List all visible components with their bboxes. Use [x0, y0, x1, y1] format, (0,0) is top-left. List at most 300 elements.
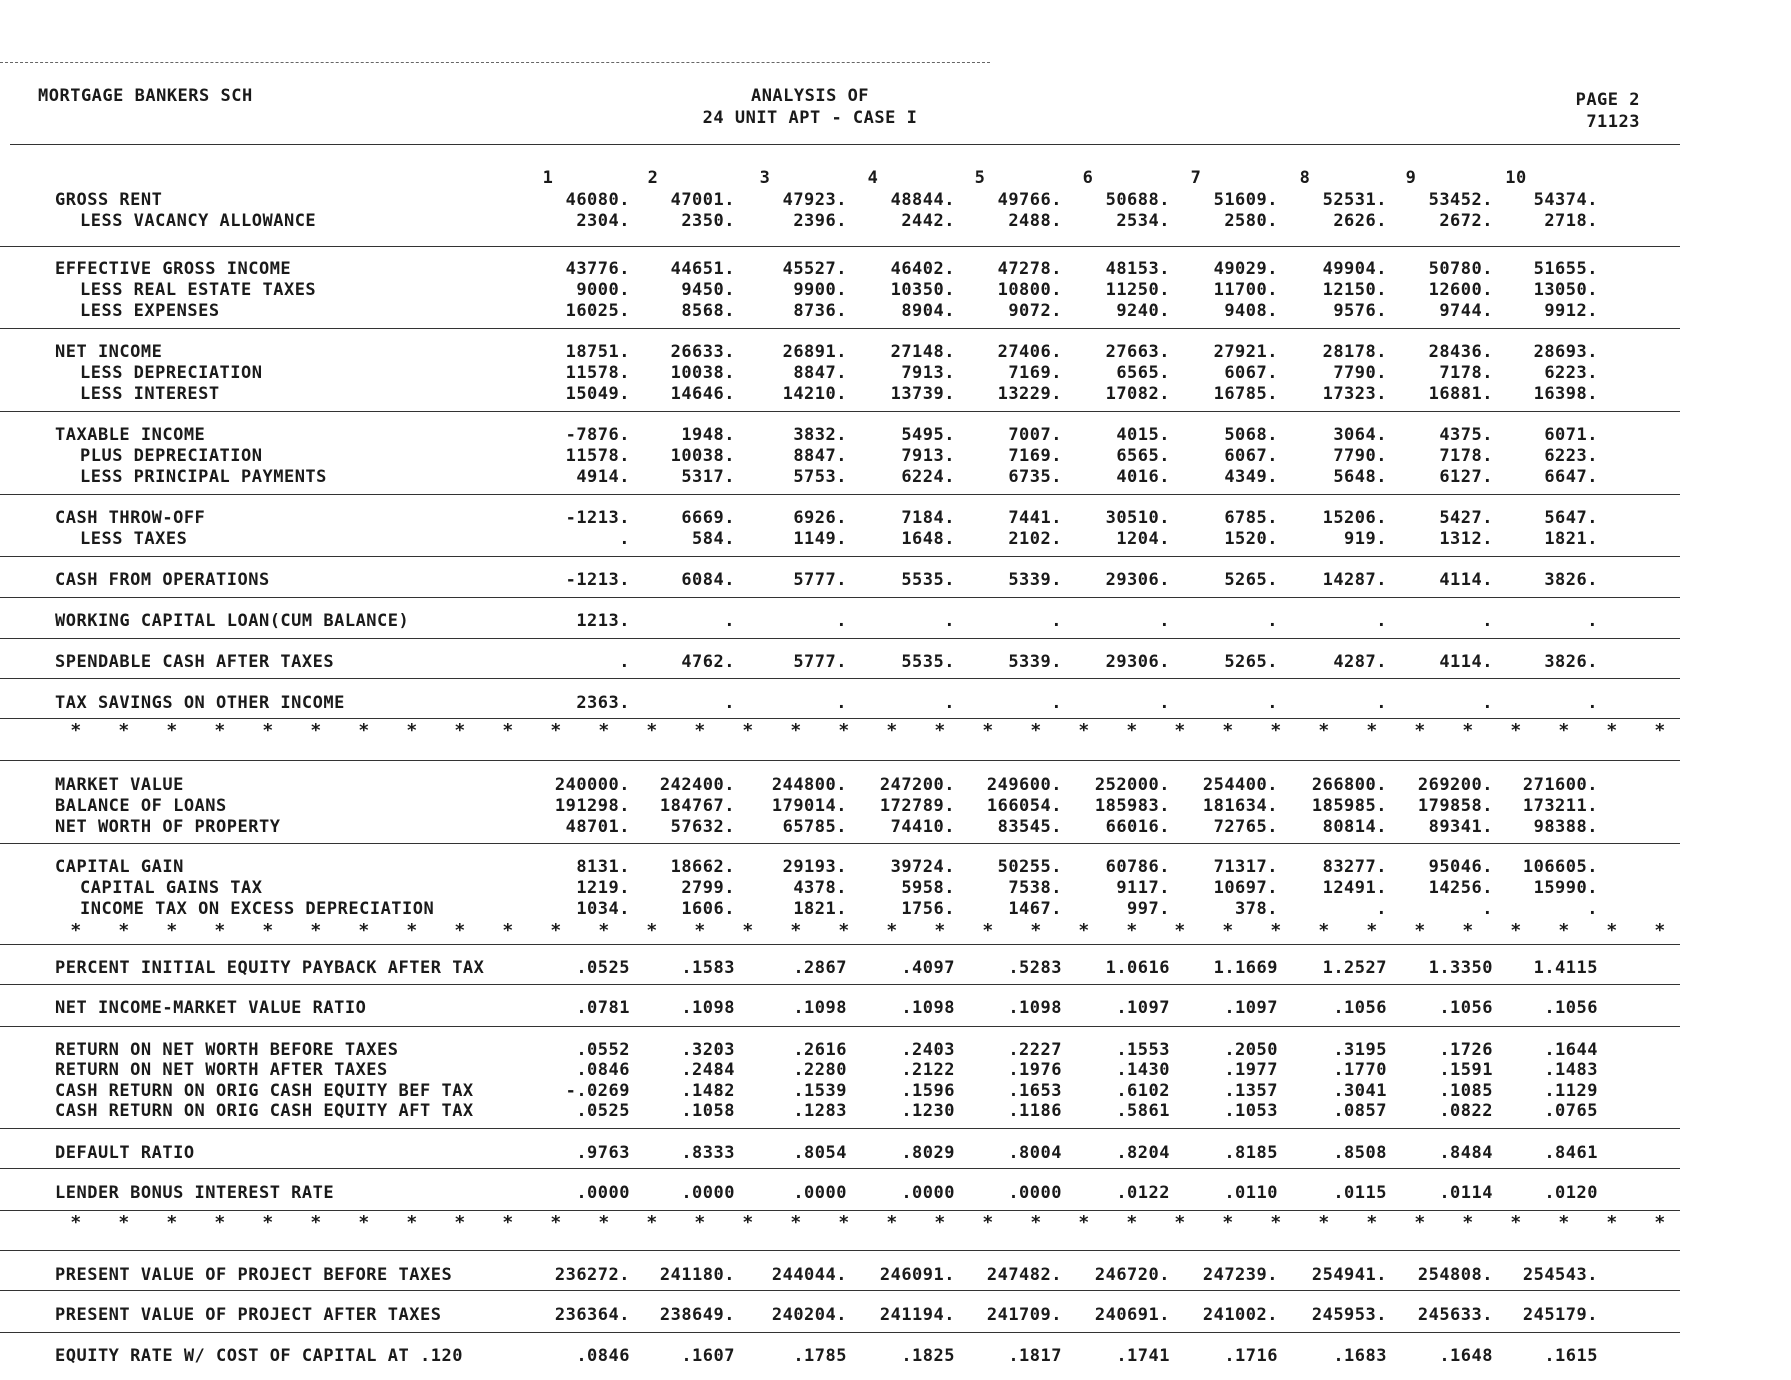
cell-value: .1683 [1333, 1346, 1387, 1366]
cell-value: 9000. [576, 280, 630, 300]
cell-value: 1.2527 [1322, 958, 1387, 978]
cell-value: 11578. [565, 446, 630, 466]
cell-value: 1034. [576, 899, 630, 919]
row-label: LESS PRINCIPAL PAYMENTS [80, 467, 327, 487]
cell-value: 4349. [1224, 467, 1278, 487]
separator-star: * [358, 920, 370, 941]
cell-value: 16398. [1533, 384, 1598, 404]
cell-value: 1213. [576, 611, 630, 631]
row-label: CAPITAL GAINS TAX [80, 878, 263, 898]
cell-value: 247239. [1202, 1265, 1278, 1285]
cell-value: 6669. [681, 508, 735, 528]
cell-value: 245633. [1417, 1305, 1493, 1325]
cell-value: 27921. [1213, 342, 1278, 362]
cell-value: 16025. [565, 301, 630, 321]
row-label: GROSS RENT [55, 190, 163, 210]
cell-value: 89341. [1428, 817, 1493, 837]
cell-value: .3195 [1333, 1040, 1387, 1060]
cell-value: 241002. [1202, 1305, 1278, 1325]
separator-star: * [358, 1212, 370, 1233]
cell-value: 245953. [1311, 1305, 1387, 1325]
separator-star: * [982, 720, 994, 741]
cell-value: .8204 [1116, 1143, 1170, 1163]
separator-star: * [1606, 920, 1618, 941]
cell-value: . [1587, 693, 1598, 713]
row-label: DEFAULT RATIO [55, 1143, 195, 1163]
cell-value: .2867 [793, 958, 847, 978]
cell-value: 1.4115 [1533, 958, 1598, 978]
cell-value: 9408. [1224, 301, 1278, 321]
cell-value: 7790. [1333, 363, 1387, 383]
row-label: NET INCOME [55, 342, 163, 362]
cell-value: 7790. [1333, 446, 1387, 466]
cell-value: . [1267, 611, 1278, 631]
cell-value: 5535. [901, 652, 955, 672]
separator-star: * [1318, 1212, 1330, 1233]
column-header-8: 8 [1299, 168, 1311, 188]
cell-value: .0525 [576, 958, 630, 978]
section-rule [0, 1332, 1680, 1333]
cell-value: 12150. [1322, 280, 1387, 300]
separator-star: * [1174, 1212, 1186, 1233]
column-header-2: 2 [647, 168, 659, 188]
cell-value: .1825 [901, 1346, 955, 1366]
cell-value: 4762. [681, 652, 735, 672]
cell-value: 6735. [1008, 467, 1062, 487]
cell-value: 7178. [1439, 446, 1493, 466]
cell-value: 18662. [670, 857, 735, 877]
separator-star: * [310, 720, 322, 741]
row-label: NET WORTH OF PROPERTY [55, 817, 281, 837]
separator-star: * [166, 1212, 178, 1233]
separator-star: * [1654, 1212, 1666, 1233]
separator-star: * [1126, 920, 1138, 941]
separator-star: * [1558, 1212, 1570, 1233]
cell-value: 9744. [1439, 301, 1493, 321]
cell-value: 9072. [1008, 301, 1062, 321]
cell-value: 173211. [1522, 796, 1598, 816]
cell-value: 1.0616 [1105, 958, 1170, 978]
row-label: SPENDABLE CASH AFTER TAXES [55, 652, 335, 672]
cell-value: 9117. [1116, 878, 1170, 898]
cell-value: 29306. [1105, 570, 1170, 590]
separator-star: * [694, 920, 706, 941]
cell-value: 44651. [670, 259, 735, 279]
cell-value: 29193. [782, 857, 847, 877]
cell-value: 179014. [771, 796, 847, 816]
cell-value: . [724, 693, 735, 713]
cell-value: 53452. [1428, 190, 1493, 210]
cell-value: .0000 [901, 1183, 955, 1203]
cell-value: 179858. [1417, 796, 1493, 816]
cell-value: 48844. [890, 190, 955, 210]
cell-value: -7876. [565, 425, 630, 445]
cell-value: 4114. [1439, 652, 1493, 672]
row-label: RETURN ON NET WORTH AFTER TAXES [55, 1060, 388, 1080]
separator-star: * [1318, 720, 1330, 741]
separator-star: * [454, 920, 466, 941]
section-rule [0, 246, 1680, 247]
cell-value: .8185 [1224, 1143, 1278, 1163]
row-label: INCOME TAX ON EXCESS DEPRECIATION [80, 899, 435, 919]
cell-value: 1821. [793, 899, 847, 919]
cell-value: .0552 [576, 1040, 630, 1060]
separator-star: * [1270, 720, 1282, 741]
separator-star: * [1558, 920, 1570, 941]
cell-value: . [1051, 693, 1062, 713]
cell-value: 919. [1344, 529, 1387, 549]
cell-value: 7913. [901, 363, 955, 383]
cell-value: 4914. [576, 467, 630, 487]
separator-star: * [214, 1212, 226, 1233]
separator-star: * [262, 1212, 274, 1233]
cell-value: .1483 [1544, 1060, 1598, 1080]
separator-star: * [1030, 720, 1042, 741]
cell-value: 266800. [1311, 775, 1387, 795]
cell-value: 52531. [1322, 190, 1387, 210]
cell-value: . [1482, 693, 1493, 713]
separator-star: * [1222, 720, 1234, 741]
cell-value: 8847. [793, 363, 847, 383]
cell-value: 236272. [554, 1265, 630, 1285]
cell-value: 80814. [1322, 817, 1387, 837]
separator-star: * [1078, 720, 1090, 741]
cell-value: .1726 [1439, 1040, 1493, 1060]
cell-value: 15990. [1533, 878, 1598, 898]
cell-value: .8484 [1439, 1143, 1493, 1163]
separator-star: * [1606, 1212, 1618, 1233]
separator-star: * [790, 720, 802, 741]
cell-value: .2280 [793, 1060, 847, 1080]
separator-star: * [406, 920, 418, 941]
cell-value: 236364. [554, 1305, 630, 1325]
separator-star: * [118, 920, 130, 941]
row-label: LESS INTEREST [80, 384, 220, 404]
cell-value: . [1051, 611, 1062, 631]
separator-star: * [1270, 1212, 1282, 1233]
cell-value: .0846 [576, 1060, 630, 1080]
cell-value: 5958. [901, 878, 955, 898]
separator-star: * [1030, 920, 1042, 941]
cell-value: 1648. [901, 529, 955, 549]
cell-value: .1053 [1224, 1101, 1278, 1121]
header-rule [10, 144, 1680, 145]
cell-value: 49029. [1213, 259, 1278, 279]
cell-value: 5535. [901, 570, 955, 590]
cell-value: 11250. [1105, 280, 1170, 300]
cell-value: 1948. [681, 425, 735, 445]
row-label: PRESENT VALUE OF PROJECT AFTER TAXES [55, 1305, 442, 1325]
cell-value: 254941. [1311, 1265, 1387, 1285]
separator-star: * [1078, 920, 1090, 941]
cell-value: 51609. [1213, 190, 1278, 210]
cell-value: -1213. [565, 508, 630, 528]
column-header-5: 5 [974, 168, 986, 188]
cell-value: 46402. [890, 259, 955, 279]
cell-value: .1648 [1439, 1346, 1493, 1366]
separator-star: * [1126, 720, 1138, 741]
cell-value: 11700. [1213, 280, 1278, 300]
cell-value: 181634. [1202, 796, 1278, 816]
row-label: PLUS DEPRECIATION [80, 446, 263, 466]
cell-value: 57632. [670, 817, 735, 837]
cell-value: 584. [692, 529, 735, 549]
cell-value: 14287. [1322, 570, 1387, 590]
separator-star: * [598, 720, 610, 741]
cell-value: 1.3350 [1428, 958, 1493, 978]
cell-value: .2484 [681, 1060, 735, 1080]
cell-value: . [836, 611, 847, 631]
separator-star: * [214, 720, 226, 741]
cell-value: 3826. [1544, 652, 1598, 672]
cell-value: 48153. [1105, 259, 1170, 279]
cell-value: 5753. [793, 467, 847, 487]
section-rule [0, 1168, 1680, 1169]
cell-value: 10038. [670, 363, 735, 383]
separator-star: * [934, 1212, 946, 1233]
cell-value: 11578. [565, 363, 630, 383]
column-header-10: 10 [1505, 168, 1527, 188]
cell-value: 244044. [771, 1265, 847, 1285]
cell-value: 26633. [670, 342, 735, 362]
cell-value: 5339. [1008, 652, 1062, 672]
cell-value: 5427. [1439, 508, 1493, 528]
row-label: LESS DEPRECIATION [80, 363, 263, 383]
section-rule [0, 638, 1680, 639]
cell-value: 7178. [1439, 363, 1493, 383]
separator-star: * [838, 720, 850, 741]
cell-value: .1056 [1333, 998, 1387, 1018]
cell-value: 95046. [1428, 857, 1493, 877]
cell-value: 51655. [1533, 259, 1598, 279]
separator-star: * [454, 720, 466, 741]
cell-value: .1644 [1544, 1040, 1598, 1060]
cell-value: .1653 [1008, 1081, 1062, 1101]
cell-value: 28693. [1533, 342, 1598, 362]
cell-value: .1098 [793, 998, 847, 1018]
separator-star: * [454, 1212, 466, 1233]
cell-value: .1097 [1224, 998, 1278, 1018]
cell-value: .0000 [793, 1183, 847, 1203]
cell-value: .2122 [901, 1060, 955, 1080]
row-label: EFFECTIVE GROSS INCOME [55, 259, 292, 279]
cell-value: 13229. [997, 384, 1062, 404]
cell-value: 7169. [1008, 446, 1062, 466]
cell-value: .2227 [1008, 1040, 1062, 1060]
cell-value: .1770 [1333, 1060, 1387, 1080]
cell-value: 9912. [1544, 301, 1598, 321]
cell-value: .2616 [793, 1040, 847, 1060]
cell-value: 13739. [890, 384, 955, 404]
cell-value: 2718. [1544, 211, 1598, 231]
cell-value: 45527. [782, 259, 847, 279]
row-label: CASH RETURN ON ORIG CASH EQUITY BEF TAX [55, 1081, 474, 1101]
cell-value: 6127. [1439, 467, 1493, 487]
cell-value: 2580. [1224, 211, 1278, 231]
cell-value: 6223. [1544, 363, 1598, 383]
separator-star: * [1366, 720, 1378, 741]
cell-value: .1785 [793, 1346, 847, 1366]
separator-star: * [886, 920, 898, 941]
separator-star: * [550, 920, 562, 941]
cell-value: 241180. [659, 1265, 735, 1285]
cell-value: 5777. [793, 570, 847, 590]
cell-value: 1756. [901, 899, 955, 919]
cell-value: 14646. [670, 384, 735, 404]
separator-star: * [1366, 1212, 1378, 1233]
separator-star: * [1174, 920, 1186, 941]
separator-star: * [694, 1212, 706, 1233]
separator-star: * [1414, 720, 1426, 741]
cell-value: 7184. [901, 508, 955, 528]
separator-star: * [502, 1212, 514, 1233]
column-header-9: 9 [1405, 168, 1417, 188]
cell-value: 6071. [1544, 425, 1598, 445]
separator-star: * [70, 720, 82, 741]
cell-value: .0115 [1333, 1183, 1387, 1203]
separator-star: * [646, 1212, 658, 1233]
cell-value: .1098 [901, 998, 955, 1018]
cell-value: .1357 [1224, 1081, 1278, 1101]
cell-value: 244800. [771, 775, 847, 795]
row-label: CASH FROM OPERATIONS [55, 570, 270, 590]
cell-value: .3041 [1333, 1081, 1387, 1101]
separator-star: * [790, 920, 802, 941]
cell-value: 27406. [997, 342, 1062, 362]
cell-value: 7007. [1008, 425, 1062, 445]
row-label: RETURN ON NET WORTH BEFORE TAXES [55, 1040, 399, 1060]
section-rule [0, 944, 1680, 945]
cell-value: .1976 [1008, 1060, 1062, 1080]
row-label: TAX SAVINGS ON OTHER INCOME [55, 693, 345, 713]
separator-star: * [790, 1212, 802, 1233]
cell-value: 240000. [554, 775, 630, 795]
separator-star: * [406, 1212, 418, 1233]
cell-value: .1058 [681, 1101, 735, 1121]
cell-value: .0525 [576, 1101, 630, 1121]
cell-value: 14256. [1428, 878, 1493, 898]
separator-star: * [502, 720, 514, 741]
cell-value: 83545. [997, 817, 1062, 837]
cell-value: 12491. [1322, 878, 1387, 898]
cell-value: 271600. [1522, 775, 1598, 795]
separator-star: * [934, 720, 946, 741]
separator-star: * [838, 1212, 850, 1233]
cell-value: 27148. [890, 342, 955, 362]
separator-star: * [502, 920, 514, 941]
cell-value: 7538. [1008, 878, 1062, 898]
cell-value: 2534. [1116, 211, 1170, 231]
cell-value: 7913. [901, 446, 955, 466]
cell-value: 6565. [1116, 446, 1170, 466]
separator-star: * [310, 920, 322, 941]
cell-value: 17323. [1322, 384, 1387, 404]
cell-value: 1219. [576, 878, 630, 898]
cell-value: 185983. [1094, 796, 1170, 816]
cell-value: .1186 [1008, 1101, 1062, 1121]
cell-value: 166054. [986, 796, 1062, 816]
cell-value: .1430 [1116, 1060, 1170, 1080]
cell-value: 3832. [793, 425, 847, 445]
cell-value: .2403 [901, 1040, 955, 1060]
cell-value: 5495. [901, 425, 955, 445]
cell-value: 5317. [681, 467, 735, 487]
cell-value: 2442. [901, 211, 955, 231]
separator-star: * [598, 1212, 610, 1233]
cell-value: 2350. [681, 211, 735, 231]
separator-star: * [982, 920, 994, 941]
cell-value: 242400. [659, 775, 735, 795]
cell-value: 50780. [1428, 259, 1493, 279]
separator-star: * [214, 920, 226, 941]
cell-value: 5339. [1008, 570, 1062, 590]
cell-value: 14210. [782, 384, 847, 404]
cell-value: . [1376, 693, 1387, 713]
cell-value: 184767. [659, 796, 735, 816]
report-subtitle: 24 UNIT APT - CASE I [702, 108, 918, 128]
separator-star: * [1030, 1212, 1042, 1233]
cell-value: 1520. [1224, 529, 1278, 549]
cell-value: 6224. [901, 467, 955, 487]
cell-value: .0114 [1439, 1183, 1493, 1203]
cell-value: 47923. [782, 190, 847, 210]
cell-value: 15206. [1322, 508, 1387, 528]
cell-value: 39724. [890, 857, 955, 877]
cell-value: .1977 [1224, 1060, 1278, 1080]
separator-star: * [1414, 920, 1426, 941]
cell-value: .0857 [1333, 1101, 1387, 1121]
separator-star: * [742, 920, 754, 941]
column-header-6: 6 [1082, 168, 1094, 188]
cell-value: . [619, 529, 630, 549]
separator-star: * [1654, 720, 1666, 741]
cell-value: . [1587, 899, 1598, 919]
cell-value: 1606. [681, 899, 735, 919]
cell-value: 240691. [1094, 1305, 1170, 1325]
cell-value: 29306. [1105, 652, 1170, 672]
section-rule [0, 760, 1680, 761]
cell-value: 13050. [1533, 280, 1598, 300]
separator-star: * [646, 920, 658, 941]
separator-star: * [1414, 1212, 1426, 1233]
cell-value: 10038. [670, 446, 735, 466]
separator-star: * [646, 720, 658, 741]
cell-value: . [836, 693, 847, 713]
cell-value: .1129 [1544, 1081, 1598, 1101]
cell-value: 6223. [1544, 446, 1598, 466]
separator-star: * [358, 720, 370, 741]
cell-value: 269200. [1417, 775, 1493, 795]
cell-value: .1056 [1544, 998, 1598, 1018]
cell-value: .1615 [1544, 1346, 1598, 1366]
cell-value: .9763 [576, 1143, 630, 1163]
cell-value: 8568. [681, 301, 735, 321]
cell-value: .1596 [901, 1081, 955, 1101]
separator-star: * [1462, 920, 1474, 941]
separator-star: * [166, 720, 178, 741]
cell-value: .3203 [681, 1040, 735, 1060]
cell-value: 74410. [890, 817, 955, 837]
cell-value: 2396. [793, 211, 847, 231]
cell-value: 15049. [565, 384, 630, 404]
separator-star: * [1654, 920, 1666, 941]
cell-value: 5265. [1224, 570, 1278, 590]
cell-value: 28436. [1428, 342, 1493, 362]
cell-value: 65785. [782, 817, 847, 837]
cell-value: .1553 [1116, 1040, 1170, 1060]
separator-star: * [742, 1212, 754, 1233]
row-label: TAXABLE INCOME [55, 425, 206, 445]
